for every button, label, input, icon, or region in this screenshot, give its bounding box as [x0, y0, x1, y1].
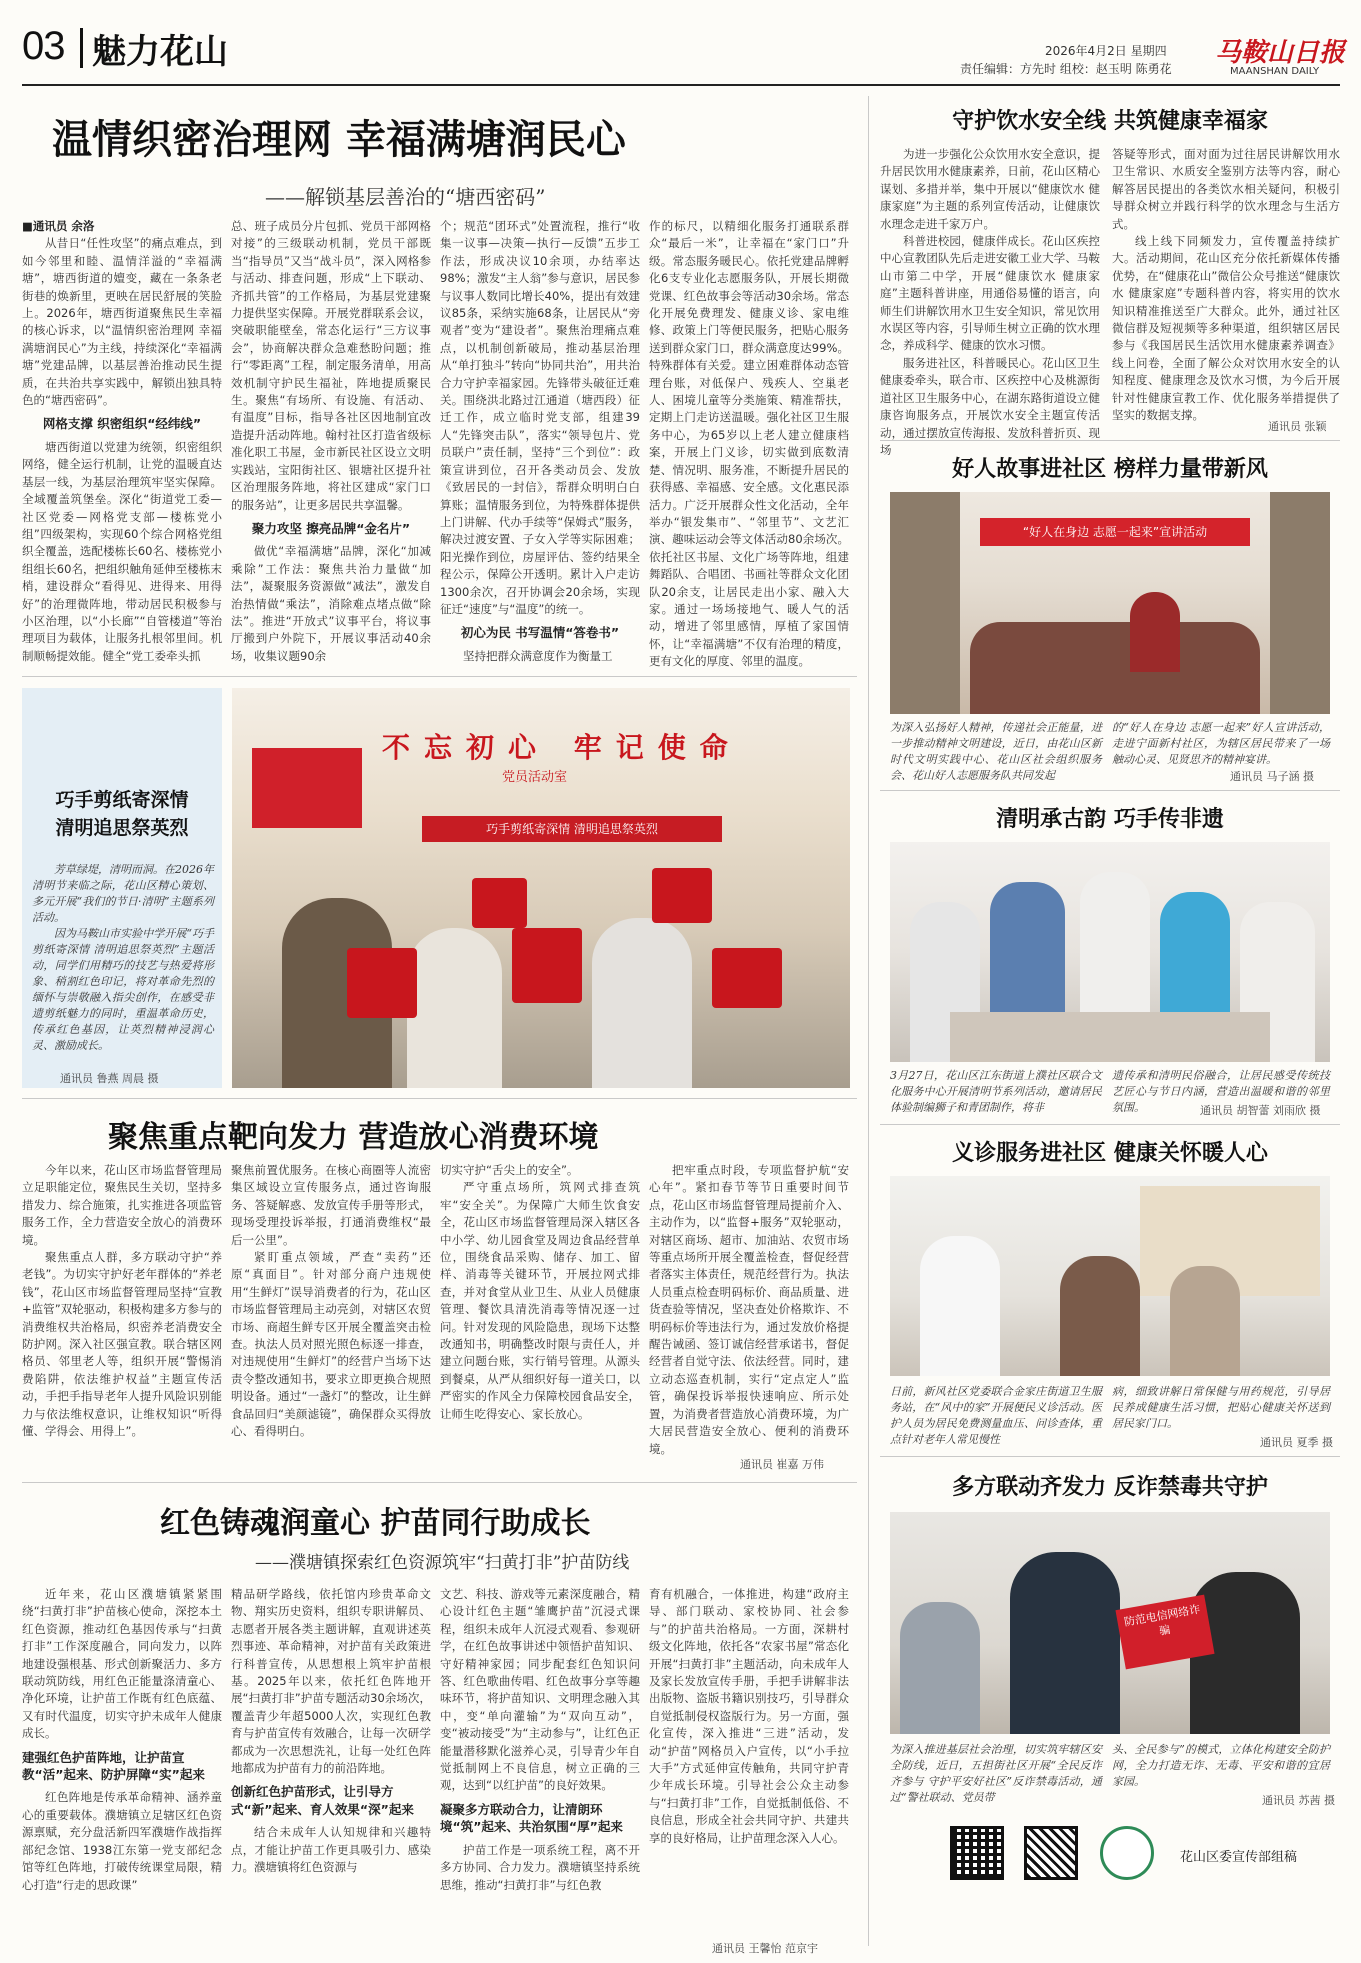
divider	[880, 1456, 1340, 1457]
antifraud-caption-2: 头、全民参与”的模式，立体化构建安全防护网，全力打造无诈、无毒、平安和谐的宜居家园。	[1112, 1743, 1330, 1788]
section-title: 魅力花山	[92, 32, 228, 72]
divider	[880, 440, 1340, 441]
paper-cut-artwork	[347, 948, 417, 1018]
anti-fraud-sign-text: 防范电信网络诈骗	[1123, 1602, 1202, 1638]
district-logo	[1100, 1826, 1154, 1880]
water-title: 守护饮水安全线 共筑健康幸福家	[952, 108, 1268, 134]
red-byline: 通讯员 王馨怡 范京宇	[712, 1942, 818, 1955]
lead-reporter: ■通讯员 余洛	[22, 219, 95, 233]
red-paragraph: 护苗工作是一项系统工程，离不开多方协同、合力发力。濮塘镇坚持系统思维，推动“扫黄打非”与红色教	[440, 1842, 640, 1892]
red-paragraph: 精品研学路线，依托馆内珍贵革命文物、翔实历史资料，组织专职讲解员、志愿者开展各类主题讲解，直观讲述英烈事迹、革命精神，对护苗有关政策进行科普宣传，从思想根上筑牢护苗根基。2025年以来，依托红色阵地开展“扫黄打非”护苗专题活动30余场次，覆盖青少年超5000人次，实现红色教育与护苗宣传有效融合，让每一次研学都成为一次思想洗礼，让每一处红色阵地都成为护苗有力的前沿阵地。	[231, 1587, 431, 1776]
water-paragraph: 服务进社区，科普暖民心。花山区卫生健康委牵头，联合市、区疾控中心及桃源街道社区卫生服务中心，在湖东路街道设立健康咨询服务点，开展饮水安全主题宣传活动，通过摆放宣传海报、发放科普折页、现场	[880, 355, 1100, 457]
consumer-paragraph: 把牢重点时段，专项监督护航“安心年”。紧扣春节等节日重要时间节点，花山区市场监督管理局提前介入、主动作为，以“监督+服务”双轮驱动，对辖区商场、超市、加油站、农贸市场等重点场所开展全覆盖检查，督促经营者落实主体责任，规范经营行为。执法人员重点检查明码标价、商品质量、进货查验等情况，坚决查处价格欺诈、不明码标价等违法行为，通过发放价格提醒告诫函、签订诚信经营承诺书，督促经营者自觉守法、依法经营。同时，建立动态巡查机制，实行“定点定人”监管，确保投诉举报快速响应、所示处置，为消费者营造放心消费环境，为广大居民营造安全放心、便利的消费环境。	[649, 1163, 849, 1456]
lead-column-1	[22, 218, 222, 668]
photo-story-title-line: 清明追思祭英烈	[55, 817, 189, 839]
clinic-byline: 通讯员 夏季 摄	[1260, 1436, 1333, 1449]
antifraud-photo	[890, 1512, 1330, 1734]
antifraud-title: 多方联动齐发力 反诈禁毒共守护	[952, 1474, 1268, 1500]
lead-subheading: 聚力攻坚 擦亮品牌“金名片”	[251, 520, 411, 536]
masthead-divider	[80, 28, 83, 68]
red-subtitle: ——濮塘镇探索红色资源筑牢“扫黄打非”护苗防线	[255, 1553, 630, 1573]
lead-paragraph: 个；规范“团环式”处置流程，推行“收集一议事—决策—执行—反馈”五步工作法，形成决议10余项，办结率达98%；激发“主人翁”参与意识，居民参与议事人数同比增长40%，提出有效建议85条，采纳实施68条，让居民从“旁观者”变为“建设者”。聚焦治理痛点难点，以机制创新破局，推动基层治理从“单打独斗”转向“协同共治”，用共治合力守护幸福家园。先锋带头破征迁难关。围绕洪北路过江通道（塘西段）征迁工作，成立临时党支部，组建39人“先锋突击队”，落实“领导包片、党员联户”责任制，坚持“三个到位”：政策宣讲到位，召开各类动员会、发放《致居民的一封信》，帮群众明明白白算账；温情服务到位，为特殊群体提供上门讲解、代办手续等“保姆式”服务，解决过渡安置、子女入学等实际困难；阳光操作到位，房屋评估、签约结果全程公示，保障公开透明。累计入户走访1300余次，召开协调会20余场，实现征迁“速度”与“温度”的统一。	[440, 219, 640, 616]
red-column-2	[231, 1586, 431, 1952]
editors-line: 责任编辑：方先时 组校：赵玉明 陈勇花	[960, 62, 1172, 76]
consumer-paragraph: 聚焦前置优服务。在核心商圈等人流密集区域设立宣传服务点，通过咨询服务、答疑解惑、发放宣传手册等形式，现场受理投诉举报，打通消费维权“最后一公里”。	[231, 1163, 431, 1247]
clinic-caption-2: 病，细致讲解日常保健与用药规范，引导居民养成健康生活习惯，把贴心健康关怀送到居民家门口。	[1112, 1385, 1330, 1430]
photo-story-text: 因为马鞍山市实验中学开展“巧手剪纸寄深情 清明追思祭英烈”主题活动，同学们用精巧的技艺与热爱将形象、稍割红色印记，将对革命先烈的缅怀与崇敬融入指尖创作，在感受非遗剪纸魅力的同时，重温革命历史，传承红色基因，让英烈精神浸润心灵、激励成长。	[32, 927, 214, 1052]
bookshelf	[1270, 492, 1330, 714]
red-paragraph: 文艺、科技、游戏等元素深度融合，精心设计红色主题“雏鹰护苗”沉浸式课程，组织未成年人沉浸式观看、参观研学，在红色故事讲述中领悟护苗知识、守好精神家园；同步配套红色知识问答、红色歌曲传唱、红色故事分享等趣味环节，将护苗知识、文明理念融入其中，变“单向灌输”为“双向互动”，变“被动接受”为“主动参与”，让红色正能量潜移默化滋养心灵，引导青少年自觉抵制网上不良信息，树立正确的三观，达到“以红护苗”的良好效果。	[440, 1587, 640, 1793]
person-figure	[1060, 1256, 1140, 1376]
lead-paragraph: 作的标尺，以精细化服务打通联系群众“最后一米”，让幸福在“家门口”升级。常态服务暖民心。依托党建品牌孵化6支专业化志愿服务队，开展长期微党课、红色故事会等活动30余场。常态化开展免费理发、健康义诊、家电维修、政策上门等便民服务，把贴心服务送到群众家门口，群众满意度达99%。特殊群体有关爱。建立困难群体动态管理台账，对低保户、残疾人、空巢老人、困境儿童等分类施策、精准帮扶，定期上门走访送温暖。强化社区卫生服务中心，为65岁以上老人建立健康档案，开展上门义诊，切实做到底数清楚、情况明、服务准，不断提升居民的获得感、幸福感、安全感。文化惠民添活力。广泛开展群众性文化活动，全年举办“银发集市”、“邻里节”、文艺汇演、趣味运动会等文体活动80余场次。依托社区书屋、文化广场等阵地，组建舞蹈队、合唱团、书画社等群众文化团队20余支，让居民走出小家、融入大家。通过一场场接地气、暖人气的活动，增进了邻里感情，厚植了家国情怀，让“幸福满塘”不仅有治理的精度，更有文化的厚度、邻里的温度。	[649, 219, 849, 669]
consumer-title: 聚焦重点靶向发力 营造放心消费环境	[108, 1120, 599, 1155]
clinic-photo	[890, 1176, 1330, 1376]
consumer-column-1	[22, 1162, 222, 1472]
red-column-1	[22, 1586, 222, 1952]
consumer-column-2	[231, 1162, 431, 1472]
person-figure	[592, 918, 692, 1088]
goodpeople-caption-2: 的“好人在身边 志愿一起来”好人宣讲活动，走进宁面新村社区，为辖区居民带来了一场触动心灵、见贤思齐的精神宴讲。	[1112, 721, 1330, 766]
goodpeople-caption-1: 为深入弘扬好人精神，传递社会正能量，进一步推动精神文明建设，近日，由花山区新时代文明实践中心、花山区社会组织服务会、花山好人志愿服务队共同发起	[890, 721, 1102, 782]
paper-cut-artwork	[712, 948, 782, 1008]
water-byline: 通讯员 张颖	[1268, 420, 1327, 433]
column-divider	[868, 96, 869, 1946]
qingming-caption-2: 遗传承和清明民俗融合，让居民感受传统技艺匠心与节日内涵，营造出温暖和谐的邻里氛围。	[1112, 1069, 1330, 1114]
paper-cut-artwork	[512, 928, 582, 1003]
lead-paragraph: 从昔日“任性攻坚”的痛点难点，到如今邻里和睦、温情洋溢的“幸福满塘”，塘西街道的嬗变，藏在一条条老街巷的焕新里，更映在居民舒展的笑脸上。2026年，塘西街道聚焦民生幸福的核心诉求，以“温情织密治理网 幸福满塘润民心”为主线，持续深化“幸福满塘”党建品牌，以基层善治推动民生提质，在共治共享实践中，解锁出独具特色的“塘西密码”。	[22, 236, 222, 408]
lead-column-4	[649, 218, 849, 668]
photo-story-text: 芳草绿堤，清明而洞。在2026年清明节来临之际，花山区精心策划、多元开展“我们的节日·清明”主题系列活动。	[32, 863, 214, 924]
goodpeople-photo	[890, 492, 1330, 714]
lead-subtitle: ——解锁基层善治的“塘西密码”	[265, 185, 546, 209]
event-banner-text: “好人在身边 志愿一起来”宣讲活动	[1022, 525, 1208, 539]
person-figure	[407, 928, 502, 1088]
antifraud-caption-1: 为深入推进基层社会治理，切实筑牢辖区安全防线，近日，五担街社区开展“全民反诈齐参与 守护平安好社区”反诈禁毒活动，通过“警社联动、党员带	[890, 1743, 1102, 1804]
party-flag	[252, 748, 362, 828]
water-column-1	[880, 146, 1100, 457]
divider	[22, 1098, 857, 1099]
water-paragraph: 科普进校园，健康伴成长。花山区疾控中心宣教团队先后走进安徽工业大学、马鞍山市第二中学，开展“健康饮水 健康家庭”主题科普讲座，用通俗易懂的语言，向师生们讲解饮用水卫生安全知识，常见饮用水误区等内容，引导师生树立正确的饮水理念，养成科学、健康的饮水习惯。	[880, 234, 1100, 353]
divider	[22, 676, 857, 677]
consumer-column-4	[649, 1162, 849, 1456]
consumer-paragraph: 聚焦重点人群，多方联动守护“养老钱”。为切实守护好老年群体的“养老钱”，花山区市场监督管理局坚持“宣教+监管”双轮驱动，积极构建多方参与的消费维权共治格局，织密养老消费安全防护网。深入社区强宣教。联合辖区网格员、邻里老人等，组织开展“警惕消费陷阱，依法维护权益”主题宣传活动，手把手指导老年人提升风险识别能力与依法维权意识，让维权知识“听得懂、学得会、用得上”。	[22, 1250, 222, 1439]
consumer-paragraph: 严守重点场所，筑网式排查筑牢“安全关”。为保障广大师生饮食安全，花山区市场监督管理局深入辖区各中小学、幼儿园食堂及周边食品经营单位，围绕食品采购、储存、加工、留样、消毒等关键环节，开展拉网式排查，并对食堂从业卫生、从业人员健康管理、餐饮具清洗消毒等情况逐一过问。针对发现的风险隐患，现场下达整改通知书，明确整改时限与责任人，并建立问题台账，实行销号管理。从源头到餐桌，从严从细织好每一道关口，以严密实的作风全力保障校园食品安全，让师生吃得安心、家长放心。	[440, 1180, 640, 1421]
goodpeople-byline: 通讯员 马子涵 摄	[1230, 770, 1314, 783]
paper-cut-artwork	[472, 878, 527, 928]
page-number: 03	[22, 24, 65, 68]
red-paragraph: 结合未成年人认知规律和兴趣特点，才能让护苗工作更具吸引力、感染力。濮塘镇将红色资源与	[231, 1825, 431, 1875]
consumer-paragraph: 紧盯重点领域，严查“卖药”还原“真面目”。针对部分商户违规使用“生鲜灯”误导消费者的行为，花山区市场监督管理局主动亮剑，对辖区农贸市场、商超生鲜专区开展全覆盖突击检查。执法人员对照光照色标逐一排查，对违规使用“生鲜灯”的经营户当场下达责令整改通知书，要求立即更换合规照明设备。通过“一盏灯”的整改，让生鲜食品回归“美颜滤镜”，确保群众买得放心、看得明白。	[231, 1250, 431, 1439]
consumer-column-3	[440, 1162, 640, 1472]
divider	[880, 790, 1340, 791]
clinic-caption-1: 日前，新风社区党委联合金家庄街道卫生服务站，在“风中的家”开展便民义诊活动。医护人员为居民免费测量血压、问诊查体，重点针对老年人常见慢性	[890, 1385, 1102, 1446]
event-banner	[980, 518, 1250, 546]
person-figure	[1170, 1266, 1240, 1376]
photo-story-title	[22, 786, 222, 842]
water-paragraph: 答疑等形式，面对面为过往居民讲解饮用水卫生常识、水质安全鉴别方法等内容，耐心解答居民提出的各类饮水相关疑问，积极引导群众树立并践行科学的饮水理念与生活方式。	[1112, 147, 1340, 231]
photo-story-title-line: 巧手剪纸寄深情	[55, 789, 189, 811]
lead-column-3	[440, 218, 640, 668]
qingming-title: 清明承古韵 巧手传非遗	[996, 806, 1224, 832]
police-figure	[1010, 1552, 1120, 1734]
qingming-byline: 通讯员 胡智蕾 刘雨欣 摄	[1200, 1104, 1321, 1117]
qingming-photo	[890, 842, 1330, 1062]
audience-group	[970, 622, 1260, 714]
consumer-byline: 通讯员 崔嘉 万伟	[740, 1458, 824, 1471]
qr-code-1	[950, 1826, 1004, 1880]
table	[950, 1012, 1270, 1062]
lead-paragraph: 塘西街道以党建为统领，织密组织网络，健全运行机制，让党的温暖直达基层一线，为基层治理筑牢坚实保障。全域覆盖筑堡垒。深化“街道党工委—社区党委—网格党支部—楼栋党小组”四级架构，实现60个综合网格党组织全覆盖，选配楼栋长60名、楼栋党小组组长60名，把组织触角延伸至楼栋末梢，建设群众“看得见、进得来、用得好”的治理微阵地，带动居民积极参与小区治理，以“小长廊”“自管楼道”等治理项目为载体，让服务扎根邻里间。机制顺畅提效能。健全“党工委牵头抓	[22, 439, 222, 663]
paper-cutting-photo	[232, 688, 850, 1088]
masthead	[0, 0, 1361, 88]
consumer-paragraph: 今年以来，花山区市场监督管理局立足职能定位，聚焦民生关切，坚持多措发力、综合施策，扎实推进各项监管服务工作，全力营造安全放心的消费环境。	[22, 1163, 222, 1247]
doctor-figure	[920, 1236, 1000, 1376]
water-paragraph: 为进一步强化公众饮用水安全意识，提升居民饮用水健康素养，日前，花山区精心谋划、多措并举，集中开展以“健康饮水 健康家庭”为主题的系列宣传活动，让健康饮水理念走进千家万户。	[880, 147, 1100, 231]
goodpeople-title: 好人故事进社区 榜样力量带新风	[952, 456, 1268, 482]
lead-paragraph: 做优“幸福满塘”品牌，深化“加减乘除”工作法：聚焦共治力量做“加法”，凝聚服务资源做“减法”，激发自治热情做“乘法”，消除难点堵点做“除法”。推进“开放式”议事平台，将议事厅搬到户外院下，开展议事活动40余场，收集议题90余	[231, 544, 431, 663]
person-figure	[1130, 592, 1180, 672]
red-column-4	[649, 1586, 849, 1936]
person-figure	[900, 1602, 980, 1734]
divider	[880, 1124, 1340, 1125]
issue-date: 2026年4月2日 星期四	[1045, 44, 1167, 58]
footer-credit: 花山区委宣传部组稿	[1180, 1850, 1298, 1865]
red-paragraph: 育有机融合，一体推进，构建“政府主导、部门联动、家校协同、社会参与”的护苗共治格局。一方面，深耕村级文化阵地，依托各“农家书屋”常态化开展“扫黄打非”主题活动，向未成年人及家长发放宣传手册，手把手讲解非法出版物、盗版书籍识别技巧，引导群众自觉抵制侵权盗版行为。另一方面，强化宣传，深入推进“三进”活动，发动“护苗”网格员入户宣传，以“小手拉大手”方式延伸宣传触角，共同守护青少年成长环境。引导社会公众主动参与“扫黄打非”工作，自觉抵制低俗、不良信息，形成全社会共同守护、共建共享的良好格局，让护苗理念深入人心。	[649, 1587, 849, 1845]
lead-subheading: 初心为民 书写温情“答卷书”	[460, 625, 620, 641]
qingming-caption-1: 3月27日，花山区江东街道上濮社区联合文化服务中心开展清明节系列活动，邀请居民体验制编狮子和青团制作，将非	[890, 1069, 1102, 1114]
event-banner	[422, 816, 722, 842]
red-paragraph: 近年来，花山区濮塘镇紧紧围绕“扫黄打非”护苗核心使命，深挖本土红色资源，推动红色基因传承与“扫黄打非”工作深度融合，同向发力，以阵地建设强根基、形式创新聚活力、多方联动筑防线，用红色正能量涤清童心、净化环境，让护苗工作既有红色底蕴、又有时代温度，切实守护未成年人健康成长。	[22, 1587, 222, 1741]
red-column-3	[440, 1586, 640, 1952]
consumer-paragraph: 切实守护“舌尖上的安全”。	[440, 1163, 579, 1177]
paper-cut-artwork	[652, 868, 712, 923]
wall-slogan: 不忘初心 牢记使命	[382, 731, 742, 764]
water-paragraph: 线上线下同频发力，宣传覆盖持续扩大。活动期间，花山区充分依托新媒体传播优势，在“健康花山”微信公众号推送“健康饮水 健康家庭”专题科普内容，将实用的饮水知识精准推送至广大群众。此外，通过社区微信群及短视频等多种渠道，组织辖区居民参与《我国居民生活饮用水健康素养调查》线上问卷，全面了解公众对饮用水安全的认知程度、健康理念及饮水习惯，为今后开展针对性健康宣教工作、优化服务举措提供了坚实的数据支撑。	[1112, 234, 1340, 423]
wall-subtitle: 党员活动室	[502, 770, 568, 785]
red-title: 红色铸魂润童心 护苗同行助成长	[160, 1506, 591, 1541]
red-subheading: 创新红色护苗形式，让引导方式“新”起来、育人效果“深”起来	[231, 1784, 414, 1817]
clinic-title: 义诊服务进社区 健康关怀暖人心	[952, 1140, 1268, 1166]
red-subheading: 建强红色护苗阵地，让护苗宣教“活”起来、防护屏障“实”起来	[22, 1749, 205, 1783]
qr-code-2	[1024, 1826, 1078, 1880]
lead-paragraph: 坚持把群众满意度作为衡量工	[463, 648, 613, 663]
water-column-2	[1112, 146, 1340, 423]
lead-subheading: 网格支撑 织密组织“经纬线”	[42, 416, 202, 432]
paper-logo-en: MAANSHAN DAILY	[1230, 66, 1320, 77]
lead-title: 温情织密治理网 幸福满塘润民心	[52, 116, 626, 163]
masthead-rule	[22, 84, 1340, 86]
red-paragraph: 红色阵地是传承革命精神、涵养童心的重要载体。濮塘镇立足辖区红色资源禀赋，充分盘活新四军濮塘作战指挥部纪念馆、1938江东第一党支部纪念馆等红色阵地，打破传统课堂局限，精心打造“行走的思政课”	[22, 1790, 222, 1892]
photo-story-byline: 通讯员 鲁燕 周晨 摄	[60, 1072, 159, 1085]
divider	[22, 1482, 857, 1483]
lead-column-2	[231, 218, 431, 668]
antifraud-byline: 通讯员 苏茜 摄	[1262, 1794, 1335, 1807]
red-subheading: 凝聚多方联动合力，让清朗环境“筑”起来、共治氛围“厚”起来	[440, 1801, 623, 1835]
bookshelf	[890, 492, 960, 714]
lead-paragraph: 总、班子成员分片包抓、党员干部网格对接”的三级联动机制，党员干部既当“指导员”又当“战斗员”，深入网格参与活动、排查问题，形成“上下联动、齐抓共管”的工作格局，为基层党建聚力提供坚实保障。开展党群联系会议，突破职能壁垒，常态化运行“三方议事会”，协商解决群众急难愁盼问题；推行“零距离”工程，制定服务清单，用高效机制守护民生福祉，阵地提质聚民生。聚焦“有场所、有设施、有活动、有温度”目标，指导各社区因地制宜改造提升活动阵地。翰村社区打造省级标准化职工书屋，金市新民社区设立文明实践站，宝阳街社区、银塘社区提升社区治理服务阵地，将社区建成“家门口的服务站”，让更多居民共享温馨。	[231, 219, 431, 512]
paper-logo: 马鞍山日报	[1215, 38, 1346, 68]
photo-story-caption	[32, 862, 214, 1062]
event-banner-text: 巧手剪纸寄深情 清明追思祭英烈	[486, 822, 658, 836]
